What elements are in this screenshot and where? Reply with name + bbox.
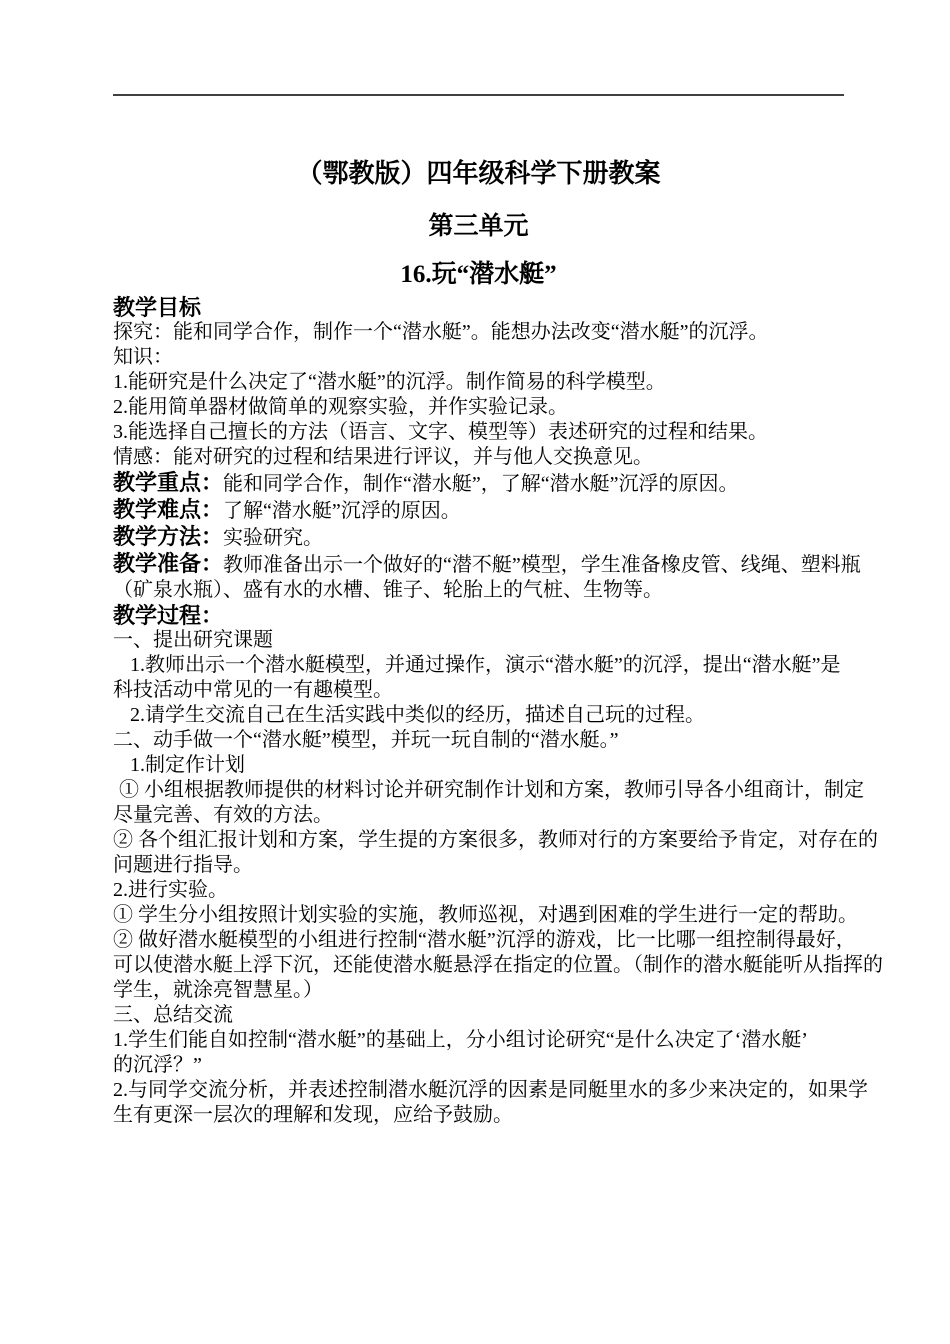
paragraph xyxy=(113,928,883,1003)
text-line: 科技活动中常见的一有趣模型。 xyxy=(113,679,393,701)
paragraph xyxy=(113,628,850,653)
text-line: 2.请学生交流自己在生活实践中类似的经历，描述自己玩的过程。 xyxy=(130,704,705,726)
text-line: ② 各个组汇报计划和方案，学生提的方案很多，教师对行的方案要给予肯定，对存在的 xyxy=(113,829,878,851)
paragraph xyxy=(113,395,850,420)
paragraph xyxy=(113,551,861,603)
paragraph xyxy=(113,728,850,753)
text-line: 情感：能对研究的过程和结果进行评议，并与他人交换意见。 xyxy=(113,446,653,468)
text-line: 2.进行实验。 xyxy=(113,879,228,901)
lesson-title: 16.玩“潜水艇” xyxy=(400,261,557,288)
text-line: 1.制定作计划 xyxy=(130,754,245,776)
paragraph xyxy=(113,1028,850,1078)
text-line: 教学准备：教师准备出示一个做好的“潜不艇”模型，学生准备橡皮管、线绳、塑料瓶 xyxy=(113,551,861,576)
paragraph xyxy=(113,370,850,395)
unit-title: 第三单元 xyxy=(428,213,529,240)
paragraph xyxy=(113,653,850,703)
text-line: 探究：能和同学合作，制作一个“潜水艇”。能想办法改变“潜水艇”的沉浮。 xyxy=(113,321,769,343)
text-line: 2.能用简单器材做简单的观察实验，并作实验记录。 xyxy=(113,396,568,418)
text-line: 生有更深一层次的理解和发现，应给予鼓励。 xyxy=(113,1104,513,1126)
text-line: 教学过程： xyxy=(113,603,224,628)
paragraph xyxy=(113,524,850,551)
text-line: 1.学生们能自如控制“潜水艇”的基础上，分小组讨论研究“是什么决定了‘潜水艇’ xyxy=(113,1029,808,1051)
text-line: ① 学生分小组按照计划实验的实施，教师巡视，对遇到困难的学生进行一定的帮助。 xyxy=(113,904,858,926)
paragraph xyxy=(113,878,850,903)
bold-label: 教学难点： xyxy=(113,497,224,522)
text-line: ① 小组根据教师提供的材料讨论并研究制作计划和方案，教师引导各小组商计，制定 xyxy=(119,779,864,801)
paragraph xyxy=(113,1078,868,1128)
text-line: 3.能选择自己擅长的方法（语言、文字、模型等）表述研究的过程和结果。 xyxy=(113,421,768,443)
text-line: （矿泉水瓶）、盛有水的水槽、锥子、轮胎上的气桩、生物等。 xyxy=(113,579,663,601)
text-line: 2.与同学交流分析，并表述控制潜水艇沉浮的因素是同艇里水的多少来决定的，如果学 xyxy=(113,1079,868,1101)
text-line: 教学目标 xyxy=(113,295,202,320)
text-line: 可以使潜水艇上浮下沉，还能使潜水艇悬浮在指定的位置。（制作的潜水艇能听从指挥的 xyxy=(113,954,883,976)
paragraph xyxy=(113,1003,850,1028)
paragraph xyxy=(113,778,864,828)
paragraph xyxy=(113,497,850,524)
text-line: 尽量完善、有效的方法。 xyxy=(113,804,333,826)
doc-title: （鄂教版）四年级科学下册教案 xyxy=(296,159,661,188)
text-line: 知识： xyxy=(113,346,173,368)
text-line: 学生，就涂亮智慧星。） xyxy=(113,979,323,1001)
paragraph xyxy=(113,753,850,778)
text-line: 问题进行指导。 xyxy=(113,854,253,876)
paragraph xyxy=(113,703,850,728)
bold-label: 教学重点： xyxy=(113,470,224,495)
document-body xyxy=(113,295,883,1128)
paragraph xyxy=(113,320,850,345)
text-line: 1.能研究是什么决定了“潜水艇”的沉浮。制作简易的科学模型。 xyxy=(113,371,666,393)
text-line: 教学难点：了解“潜水艇”沉浮的原因。 xyxy=(113,497,461,522)
bold-label: 教学准备： xyxy=(113,551,224,576)
text-line: 二、动手做一个“潜水艇”模型，并玩一玩自制的“潜水艇。” xyxy=(113,729,619,751)
paragraph xyxy=(113,420,850,445)
paragraph xyxy=(113,828,878,878)
text-line: 教学重点：能和同学合作，制作“潜水艇”，了解“潜水艇”沉浮的原因。 xyxy=(113,470,739,495)
paragraph xyxy=(113,445,850,470)
bold-label: 教学方法： xyxy=(113,524,224,549)
text-line: 1.教师出示一个潜水艇模型，并通过操作，演示“潜水艇”的沉浮，提出“潜水艇”是 xyxy=(130,654,841,676)
text-line: ② 做好潜水艇模型的小组进行控制“潜水艇”沉浮的游戏，比一比哪一组控制得最好， xyxy=(113,929,856,951)
text-line: 三、总结交流 xyxy=(113,1004,233,1026)
section-heading xyxy=(113,295,850,320)
paragraph xyxy=(113,345,850,370)
horizontal-rule xyxy=(113,94,844,96)
paragraph xyxy=(113,470,850,497)
paragraph xyxy=(113,903,858,928)
text-line: 一、提出研究课题 xyxy=(113,629,273,651)
text-line: 的沉浮？” xyxy=(113,1054,202,1076)
section-heading xyxy=(113,603,850,628)
text-line: 教学方法：实验研究。 xyxy=(113,524,324,549)
